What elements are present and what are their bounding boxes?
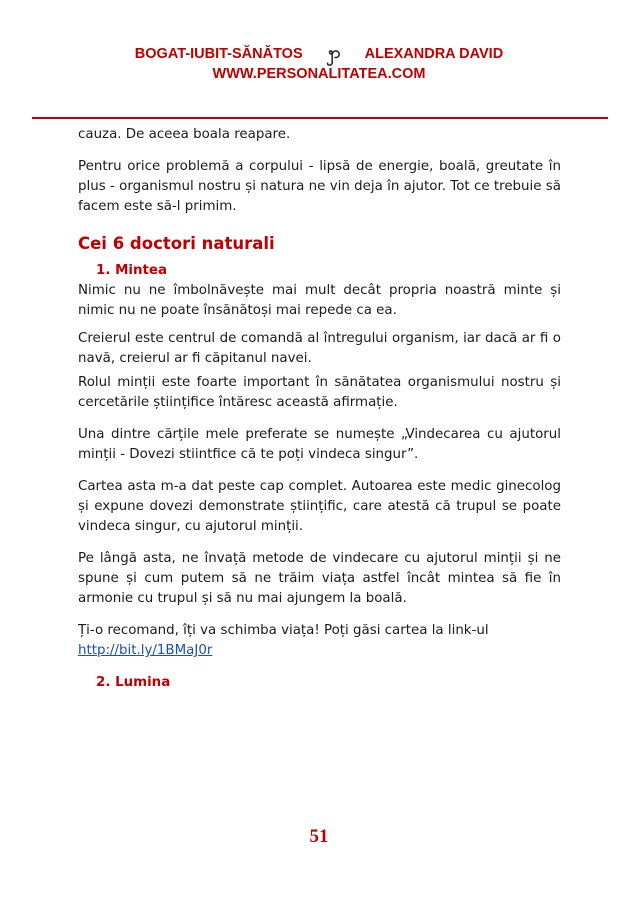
book-link[interactable]: http://bit.ly/1BMaJ0r <box>78 643 213 658</box>
paragraph: Pe lângă asta, ne învață metode de vindecare cu ajutorul minții și ne spune și cum putem să ne trăim viața astfel încât mintea să fie în armonie cu trupul și să nu mai ajungem la boală. <box>78 551 561 606</box>
paragraph: Pentru orice problemă a corpului - lipsă de energie, boală, greutate în plus - organismul nostru și natura ne vin deja în ajutor. Tot ce trebuie să facem este să-l primim. <box>78 159 561 214</box>
header-title-line <box>0 44 638 64</box>
numbered-heading-lumina: 2. Lumina <box>96 675 171 690</box>
paragraph: Una dintre cărțile mele preferate se numește „Vindecarea cu ajutorul minții - Dovezi stiintfice că te poți vindeca singur”. <box>78 427 561 462</box>
paragraph: Ți-o recomand, îți va schimba viața! Poți găsi cartea la link-ul <box>78 623 489 638</box>
page-body <box>78 125 561 693</box>
header-divider <box>32 117 608 119</box>
paragraph: Cartea asta m-a dat peste cap complet. Autoarea este medic ginecolog și expune dovezi demonstrate științific, care atestă că trupul se poate vindeca singur, cu ajutorul minții. <box>78 479 561 534</box>
paragraph: Creierul este centrul de comandă al întregului organism, iar dacă ar fi o navă, creierul ar fi căpitanul navei. <box>78 331 561 366</box>
section-heading: Cei 6 doctori naturali <box>78 234 275 253</box>
page-header <box>0 44 638 86</box>
numbered-heading-mintea: 1. Mintea <box>96 263 168 278</box>
header-author: ALEXANDRA DAVID <box>364 46 504 62</box>
page-number: 51 <box>309 826 329 847</box>
paragraph: cauza. De aceea boala reapare. <box>78 127 291 142</box>
header-book-title: BOGAT-IUBIT-SĂNĂTOS <box>134 46 303 62</box>
paragraph: Rolul minții este foarte important în sănătatea organismului nostru și cercetările științifice întăresc această afirmație. <box>78 375 561 410</box>
header-website: WWW.PERSONALITATEA.COM <box>212 66 426 82</box>
paragraph: Nimic nu ne îmbolnăvește mai mult decât propria noastră minte și nimic nu ne poate însănătoși mai repede ca ea. <box>78 283 561 318</box>
ornament-icon: ꩭ <box>326 42 341 62</box>
